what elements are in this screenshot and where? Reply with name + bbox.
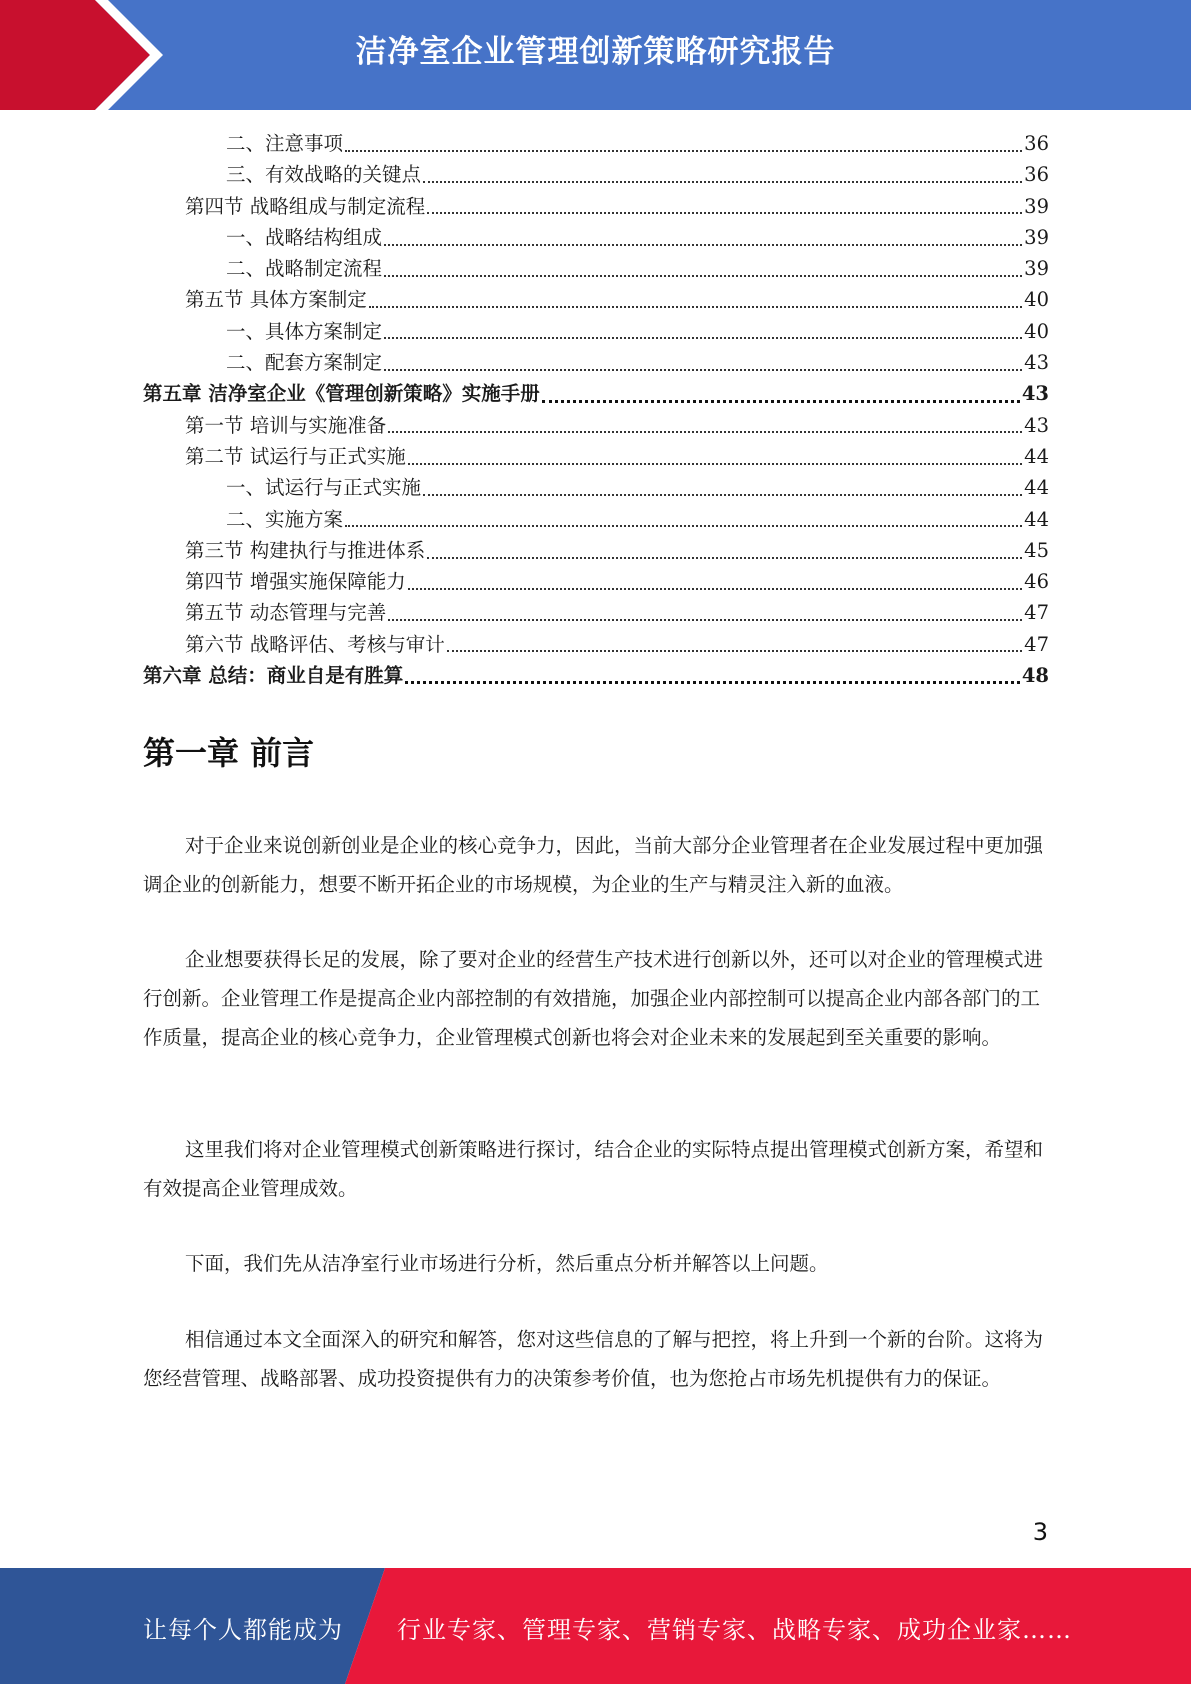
- chapter-heading: 第一章 前言: [143, 734, 315, 772]
- toc-entry-page: 44: [1024, 444, 1049, 468]
- toc-entry[interactable]: [143, 472, 1049, 503]
- toc-entry-page: 39: [1024, 194, 1049, 218]
- toc-leader-dots: [369, 306, 1022, 308]
- toc-entry-title: 第四节 增强实施保障能力: [185, 570, 406, 594]
- toc-entry-title: 三、有效战略的关键点: [226, 163, 422, 187]
- toc-entry-title: 第五节 动态管理与完善: [185, 601, 387, 625]
- toc-entry-title: 第三节 构建执行与推进体系: [185, 538, 426, 562]
- toc-entry[interactable]: [143, 504, 1049, 535]
- toc-entry-page: 43: [1024, 413, 1049, 437]
- table-of-contents: [143, 128, 1049, 691]
- intro-paragraph-2: 企业想要获得长足的发展，除了要对企业的经营生产技术进行创新以外，还可以对企业的管理模式进行创新。企业管理工作是提高企业内部控制的有效措施，加强企业内部控制可以提高企业内部各部门的工作质量，提高企业的核心竞争力，企业管理模式创新也将会对企业未来的发展起到至关重要的影响。: [143, 948, 1044, 1049]
- footer-slogan-right: 行业专家、管理专家、营销专家、战略专家、成功企业家……: [397, 1616, 1072, 1644]
- toc-leader-dots: [423, 494, 1022, 496]
- intro-paragraph-5: 相信通过本文全面深入的研究和解答，您对这些信息的了解与把控，将上升到一个新的台阶。这将为您经营管理、战略部署、成功投资提供有力的决策参考价值，也为您抢占市场先机提供有力的保证。: [143, 1328, 1044, 1390]
- toc-entry-page: 36: [1024, 163, 1049, 187]
- toc-entry-page: 47: [1024, 601, 1049, 625]
- toc-entry[interactable]: [143, 566, 1049, 597]
- toc-entry[interactable]: [143, 441, 1049, 472]
- toc-entry[interactable]: [143, 159, 1049, 190]
- toc-entry-title: 第五节 具体方案制定: [185, 288, 367, 312]
- toc-entry-title: 第四节 战略组成与制定流程: [185, 194, 426, 218]
- intro-paragraph-1: 对于企业来说创新创业是企业的核心竞争力，因此，当前大部分企业管理者在企业发展过程中更加强调企业的创新能力，想要不断开拓企业的市场规模，为企业的生产与精灵注入新的血液。: [143, 834, 1044, 896]
- toc-entry-title: 第六章 总结：商业自是有胜算: [143, 664, 404, 688]
- toc-leader-dots: [542, 400, 1020, 403]
- toc-entry-page: 40: [1024, 288, 1049, 312]
- toc-leader-dots: [384, 275, 1022, 277]
- toc-entry[interactable]: [143, 316, 1049, 347]
- toc-leader-dots: [345, 525, 1022, 527]
- toc-entry-page: 48: [1021, 664, 1049, 688]
- report-title: 洁净室企业管理创新策略研究报告: [355, 34, 836, 70]
- toc-entry[interactable]: [143, 191, 1049, 222]
- toc-entry-title: 第六节 战略评估、考核与审计: [185, 632, 445, 656]
- toc-leader-dots: [408, 588, 1022, 590]
- toc-leader-dots: [388, 431, 1022, 433]
- toc-entry-page: 36: [1024, 132, 1049, 155]
- toc-leader-dots: [408, 463, 1022, 465]
- toc-entry-page: 43: [1021, 382, 1049, 406]
- page-footer: [0, 1568, 1191, 1684]
- toc-entry-page: 39: [1024, 225, 1049, 249]
- toc-entry[interactable]: [143, 284, 1049, 315]
- toc-entry-title: 一、试运行与正式实施: [226, 476, 422, 500]
- toc-leader-dots: [384, 337, 1022, 339]
- toc-entry[interactable]: [143, 347, 1049, 378]
- intro-paragraph-3: 这里我们将对企业管理模式创新策略进行探讨，结合企业的实际特点提出管理模式创新方案，希望和有效提高企业管理成效。: [143, 1138, 1044, 1200]
- toc-entry-title: 一、战略结构组成: [226, 225, 383, 249]
- toc-entry[interactable]: [143, 222, 1049, 253]
- toc-leader-dots: [427, 212, 1022, 214]
- footer-slogan-left: 让每个人都能成为: [143, 1616, 343, 1644]
- toc-leader-dots: [384, 244, 1022, 246]
- toc-entry[interactable]: [143, 253, 1049, 284]
- toc-entry[interactable]: [143, 535, 1049, 566]
- toc-entry-page: 46: [1024, 570, 1049, 594]
- toc-leader-dots: [423, 181, 1022, 183]
- toc-entry-title: 第一节 培训与实施准备: [185, 413, 387, 437]
- toc-entry-page: 40: [1024, 319, 1049, 343]
- page-number: 3: [1032, 1518, 1048, 1546]
- toc-leader-dots: [345, 150, 1022, 152]
- toc-entry-page: 45: [1024, 538, 1049, 562]
- toc-entry-title: 二、配套方案制定: [226, 351, 383, 375]
- toc-entry-page: 47: [1024, 632, 1049, 656]
- toc-entry[interactable]: [143, 629, 1049, 660]
- toc-entry-title: 第二节 试运行与正式实施: [185, 444, 406, 468]
- toc-leader-dots: [405, 681, 1020, 684]
- toc-entry[interactable]: [143, 128, 1049, 159]
- toc-leader-dots: [388, 619, 1022, 621]
- toc-entry[interactable]: [143, 410, 1049, 441]
- toc-entry-title: 二、战略制定流程: [226, 257, 383, 281]
- toc-leader-dots: [384, 369, 1022, 371]
- toc-entry-title: 二、注意事项: [226, 132, 344, 155]
- toc-entry-page: 44: [1024, 476, 1049, 500]
- toc-entry-page: 43: [1024, 351, 1049, 375]
- page-header: [0, 0, 1191, 110]
- toc-entry-title: 第五章 洁净室企业《管理创新策略》实施手册: [143, 382, 540, 406]
- toc-entry-page: 39: [1024, 257, 1049, 281]
- toc-entry-title: 二、实施方案: [226, 507, 344, 531]
- toc-entry[interactable]: [143, 660, 1049, 691]
- toc-entry-title: 一、具体方案制定: [226, 319, 383, 343]
- toc-leader-dots: [447, 650, 1022, 652]
- intro-paragraph-4: 下面，我们先从洁净室行业市场进行分析，然后重点分析并解答以上问题。: [185, 1252, 829, 1275]
- toc-entry[interactable]: [143, 597, 1049, 628]
- toc-entry-page: 44: [1024, 507, 1049, 531]
- toc-entry[interactable]: [143, 378, 1049, 409]
- toc-leader-dots: [427, 557, 1022, 559]
